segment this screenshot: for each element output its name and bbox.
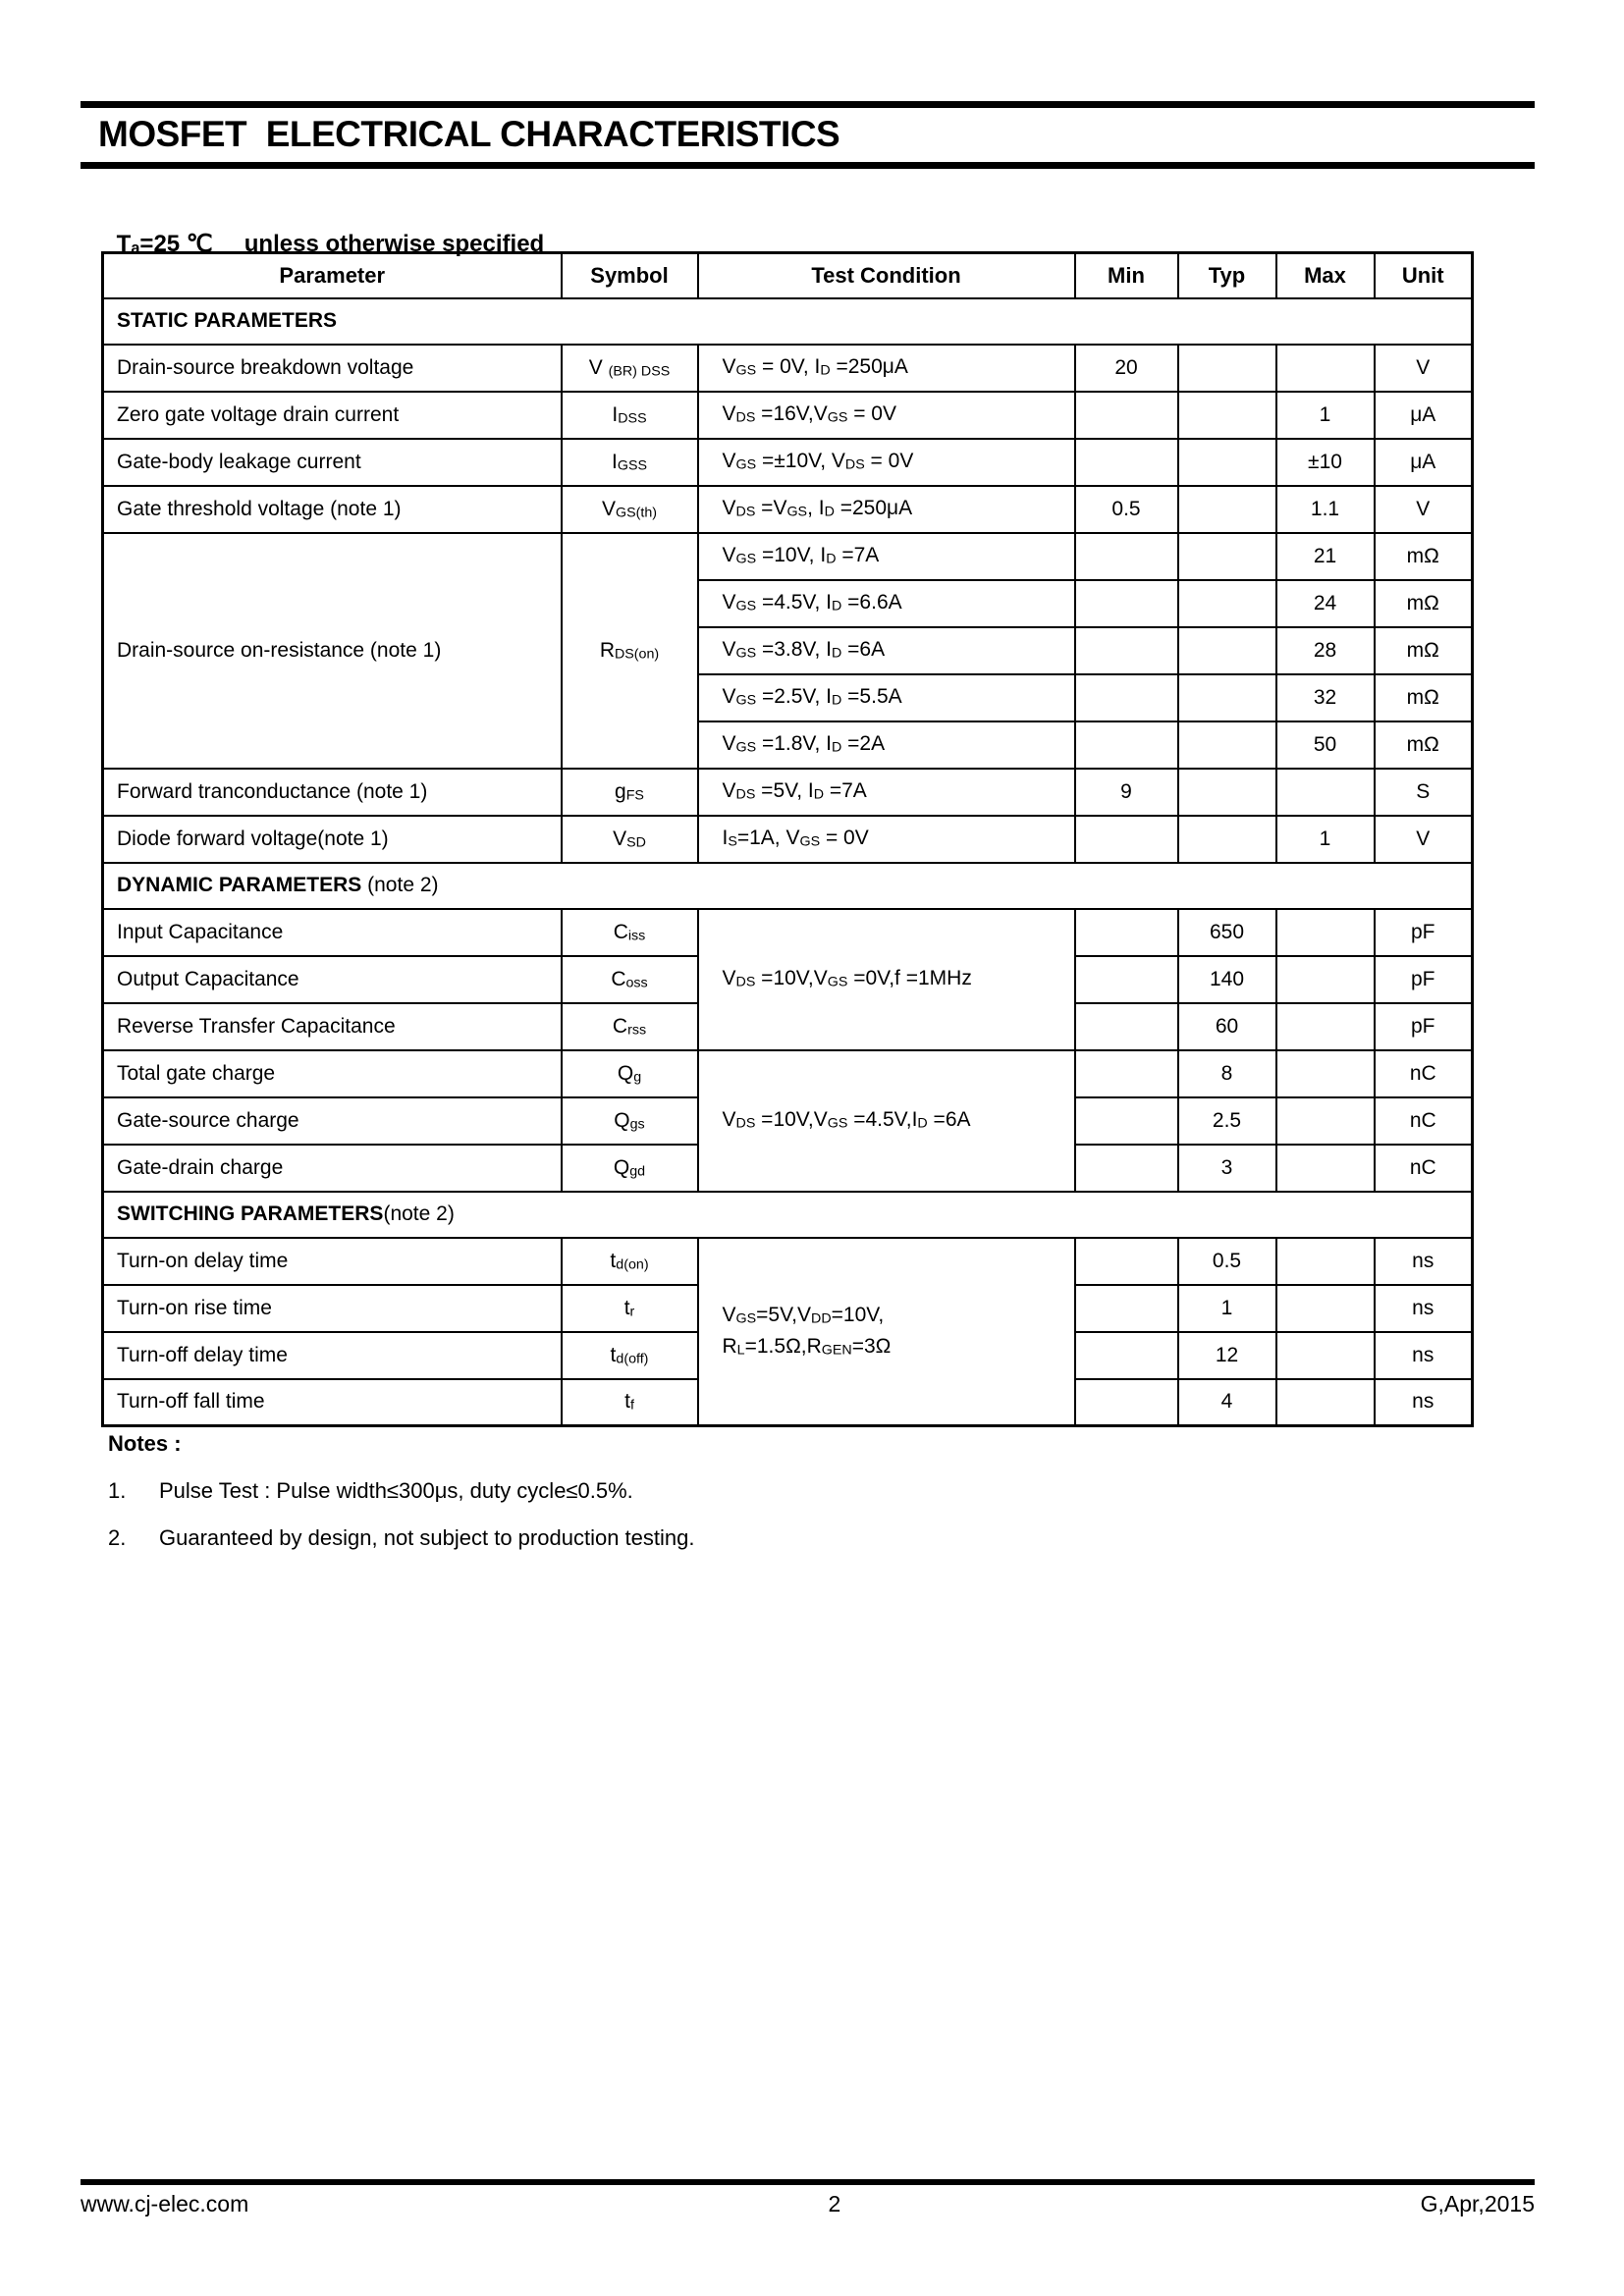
table-cell: nC (1375, 1050, 1473, 1097)
table-cell: μA (1375, 392, 1473, 439)
table-cell: mΩ (1375, 533, 1473, 580)
table-cell (1075, 1050, 1178, 1097)
table-cell (1178, 721, 1276, 769)
section-title: DYNAMIC PARAMETERS (note 2) (103, 863, 1473, 909)
table-cell: Qg (562, 1050, 698, 1097)
table-cell: Gate-drain charge (103, 1145, 562, 1192)
footer-website: www.cj-elec.com (81, 2191, 249, 2216)
table-cell: Output Capacitance (103, 956, 562, 1003)
table-cell (1075, 1379, 1178, 1426)
table-cell: VGS =1.8V, ID =2A (698, 721, 1075, 769)
table-cell: VGS =4.5V, ID =6.6A (698, 580, 1075, 627)
table-cell: IS=1A, VGS = 0V (698, 816, 1075, 863)
spec-table-body (103, 298, 1473, 1426)
table-cell: td(off) (562, 1332, 698, 1379)
column-header-min: Min (1075, 253, 1178, 298)
table-cell: Qgs (562, 1097, 698, 1145)
table-cell (1075, 909, 1178, 956)
table-cell: 8 (1178, 1050, 1276, 1097)
table-cell: Forward tranconductance (note 1) (103, 769, 562, 816)
table-cell: Crss (562, 1003, 698, 1050)
table-cell: 9 (1075, 769, 1178, 816)
table-cell: 60 (1178, 1003, 1276, 1050)
table-cell (1075, 533, 1178, 580)
table-cell: 140 (1178, 956, 1276, 1003)
footer-page-number: 2 (828, 2191, 841, 2216)
table-cell: 2.5 (1178, 1097, 1276, 1145)
table-cell: VDS =10V,VGS =4.5V,ID =6A (698, 1050, 1075, 1192)
column-header-typ: Typ (1178, 253, 1276, 298)
table-cell (1075, 627, 1178, 674)
table-cell: 4 (1178, 1379, 1276, 1426)
table-cell (1075, 1332, 1178, 1379)
table-cell (1276, 1238, 1375, 1285)
section-title: STATIC PARAMETERS (103, 298, 1473, 345)
table-cell: VGS=5V,VDD=10V, RL=1.5Ω,RGEN=3Ω (698, 1238, 1075, 1426)
table-cell: td(on) (562, 1238, 698, 1285)
ambient-temperature: Ta=25 ℃ (116, 231, 213, 257)
table-cell: S (1375, 769, 1473, 816)
electrical-characteristics-table (101, 251, 1474, 1427)
table-cell: ns (1375, 1332, 1473, 1379)
table-cell: VGS =2.5V, ID =5.5A (698, 674, 1075, 721)
table-cell: mΩ (1375, 580, 1473, 627)
table-cell (1075, 1285, 1178, 1332)
table-cell: Gate-source charge (103, 1097, 562, 1145)
table-cell: VDS =10V,VGS =0V,f =1MHz (698, 909, 1075, 1050)
table-cell: 650 (1178, 909, 1276, 956)
note-number: 1. (108, 1478, 127, 1503)
table-section-row (103, 863, 1473, 909)
column-header-test-condition: Test Condition (698, 253, 1075, 298)
table-cell: RDS(on) (562, 533, 698, 769)
table-cell: VGS =10V, ID =7A (698, 533, 1075, 580)
table-cell: 20 (1075, 345, 1178, 392)
table-row (103, 345, 1473, 392)
column-header-unit: Unit (1375, 253, 1473, 298)
table-row (103, 909, 1473, 956)
table-cell (1276, 1097, 1375, 1145)
table-cell: ns (1375, 1379, 1473, 1426)
table-cell: 1.1 (1276, 486, 1375, 533)
table-cell: VGS(th) (562, 486, 698, 533)
footer-rule (81, 2179, 1535, 2185)
table-cell (1075, 1003, 1178, 1050)
table-row (103, 1238, 1473, 1285)
table-cell: tf (562, 1379, 698, 1426)
table-cell (1178, 816, 1276, 863)
table-cell: ns (1375, 1238, 1473, 1285)
header-bottom-rule (81, 162, 1535, 169)
table-cell (1075, 816, 1178, 863)
table-cell: Gate-body leakage current (103, 439, 562, 486)
table-cell: mΩ (1375, 721, 1473, 769)
table-cell: gFS (562, 769, 698, 816)
condition-qualifier: unless otherwise specified (244, 231, 545, 257)
note-item (108, 1525, 1090, 1551)
table-cell (1178, 580, 1276, 627)
table-cell (1276, 1145, 1375, 1192)
table-cell: VGS = 0V, ID =250μA (698, 345, 1075, 392)
table-cell (1075, 392, 1178, 439)
table-cell (1178, 674, 1276, 721)
table-row (103, 1050, 1473, 1097)
table-cell (1075, 721, 1178, 769)
table-cell: VGS =±10V, VDS = 0V (698, 439, 1075, 486)
table-cell (1178, 533, 1276, 580)
table-cell: ns (1375, 1285, 1473, 1332)
table-cell (1075, 439, 1178, 486)
table-cell: 1 (1276, 816, 1375, 863)
table-section-row (103, 1192, 1473, 1238)
table-row (103, 439, 1473, 486)
table-cell: nC (1375, 1097, 1473, 1145)
table-cell: 28 (1276, 627, 1375, 674)
table-cell: 21 (1276, 533, 1375, 580)
table-cell (1178, 486, 1276, 533)
table-cell (1178, 439, 1276, 486)
table-cell (1075, 1145, 1178, 1192)
table-cell (1276, 769, 1375, 816)
table-row (103, 769, 1473, 816)
table-cell (1276, 1003, 1375, 1050)
page-title: MOSFET ELECTRICAL CHARACTERISTICS (98, 114, 840, 154)
table-cell (1178, 392, 1276, 439)
table-cell: Drain-source on-resistance (note 1) (103, 533, 562, 769)
table-cell: Turn-on rise time (103, 1285, 562, 1332)
table-row (103, 486, 1473, 533)
table-cell (1276, 345, 1375, 392)
note-item (108, 1478, 1090, 1504)
table-row (103, 533, 1473, 580)
table-section-row (103, 298, 1473, 345)
table-cell: 3 (1178, 1145, 1276, 1192)
table-cell: 1 (1178, 1285, 1276, 1332)
column-header-max: Max (1276, 253, 1375, 298)
table-cell: Diode forward voltage(note 1) (103, 816, 562, 863)
table-cell: 1 (1276, 392, 1375, 439)
table-cell: VDS =16V,VGS = 0V (698, 392, 1075, 439)
table-cell: IGSS (562, 439, 698, 486)
table-cell: μA (1375, 439, 1473, 486)
column-header-parameter: Parameter (103, 253, 562, 298)
table-cell: pF (1375, 909, 1473, 956)
table-cell: Total gate charge (103, 1050, 562, 1097)
table-cell: IDSS (562, 392, 698, 439)
table-header-row (103, 253, 1473, 298)
table-cell: tr (562, 1285, 698, 1332)
table-cell: mΩ (1375, 674, 1473, 721)
table-cell (1276, 1379, 1375, 1426)
table-cell: V (BR) DSS (562, 345, 698, 392)
notes-block (108, 1431, 1090, 1573)
table-cell: VSD (562, 816, 698, 863)
note-number: 2. (108, 1525, 127, 1550)
table-cell: Input Capacitance (103, 909, 562, 956)
table-cell: 32 (1276, 674, 1375, 721)
table-cell: 0.5 (1075, 486, 1178, 533)
note-text: Pulse Test : Pulse width≤300μs, duty cycle≤0.5%. (159, 1478, 633, 1503)
table-cell: Turn-off fall time (103, 1379, 562, 1426)
table-cell (1075, 674, 1178, 721)
table-cell: Qgd (562, 1145, 698, 1192)
column-header-symbol: Symbol (562, 253, 698, 298)
table-cell: nC (1375, 1145, 1473, 1192)
table-cell: Turn-off delay time (103, 1332, 562, 1379)
table-cell (1075, 580, 1178, 627)
table-cell: ±10 (1276, 439, 1375, 486)
table-cell: Gate threshold voltage (note 1) (103, 486, 562, 533)
table-cell: V (1375, 816, 1473, 863)
section-title: SWITCHING PARAMETERS(note 2) (103, 1192, 1473, 1238)
table-cell (1075, 1097, 1178, 1145)
table-cell (1276, 909, 1375, 956)
table-row (103, 816, 1473, 863)
table-cell: pF (1375, 956, 1473, 1003)
table-cell: 24 (1276, 580, 1375, 627)
header-top-rule (81, 101, 1535, 108)
table-cell: VGS =3.8V, ID =6A (698, 627, 1075, 674)
table-cell: Drain-source breakdown voltage (103, 345, 562, 392)
table-cell: Coss (562, 956, 698, 1003)
table-cell (1276, 1332, 1375, 1379)
table-cell (1075, 1238, 1178, 1285)
note-text: Guaranteed by design, not subject to production testing. (159, 1525, 695, 1550)
table-cell: 50 (1276, 721, 1375, 769)
footer-revision: G,Apr,2015 (1420, 2191, 1535, 2216)
table-cell (1276, 956, 1375, 1003)
table-row (103, 392, 1473, 439)
footer (81, 2191, 1535, 2217)
table-cell (1178, 627, 1276, 674)
table-cell (1075, 956, 1178, 1003)
table-cell: Turn-on delay time (103, 1238, 562, 1285)
table-cell: Reverse Transfer Capacitance (103, 1003, 562, 1050)
table-cell: VDS =VGS, ID =250μA (698, 486, 1075, 533)
table-cell: VDS =5V, ID =7A (698, 769, 1075, 816)
notes-heading: Notes : (108, 1431, 182, 1456)
table-cell: V (1375, 486, 1473, 533)
table-cell (1178, 769, 1276, 816)
table-cell: 12 (1178, 1332, 1276, 1379)
table-cell: pF (1375, 1003, 1473, 1050)
table-cell (1178, 345, 1276, 392)
table-cell (1276, 1285, 1375, 1332)
table-cell: V (1375, 345, 1473, 392)
table-cell: Ciss (562, 909, 698, 956)
table-cell: mΩ (1375, 627, 1473, 674)
table-cell: 0.5 (1178, 1238, 1276, 1285)
table-cell: Zero gate voltage drain current (103, 392, 562, 439)
table-cell (1276, 1050, 1375, 1097)
